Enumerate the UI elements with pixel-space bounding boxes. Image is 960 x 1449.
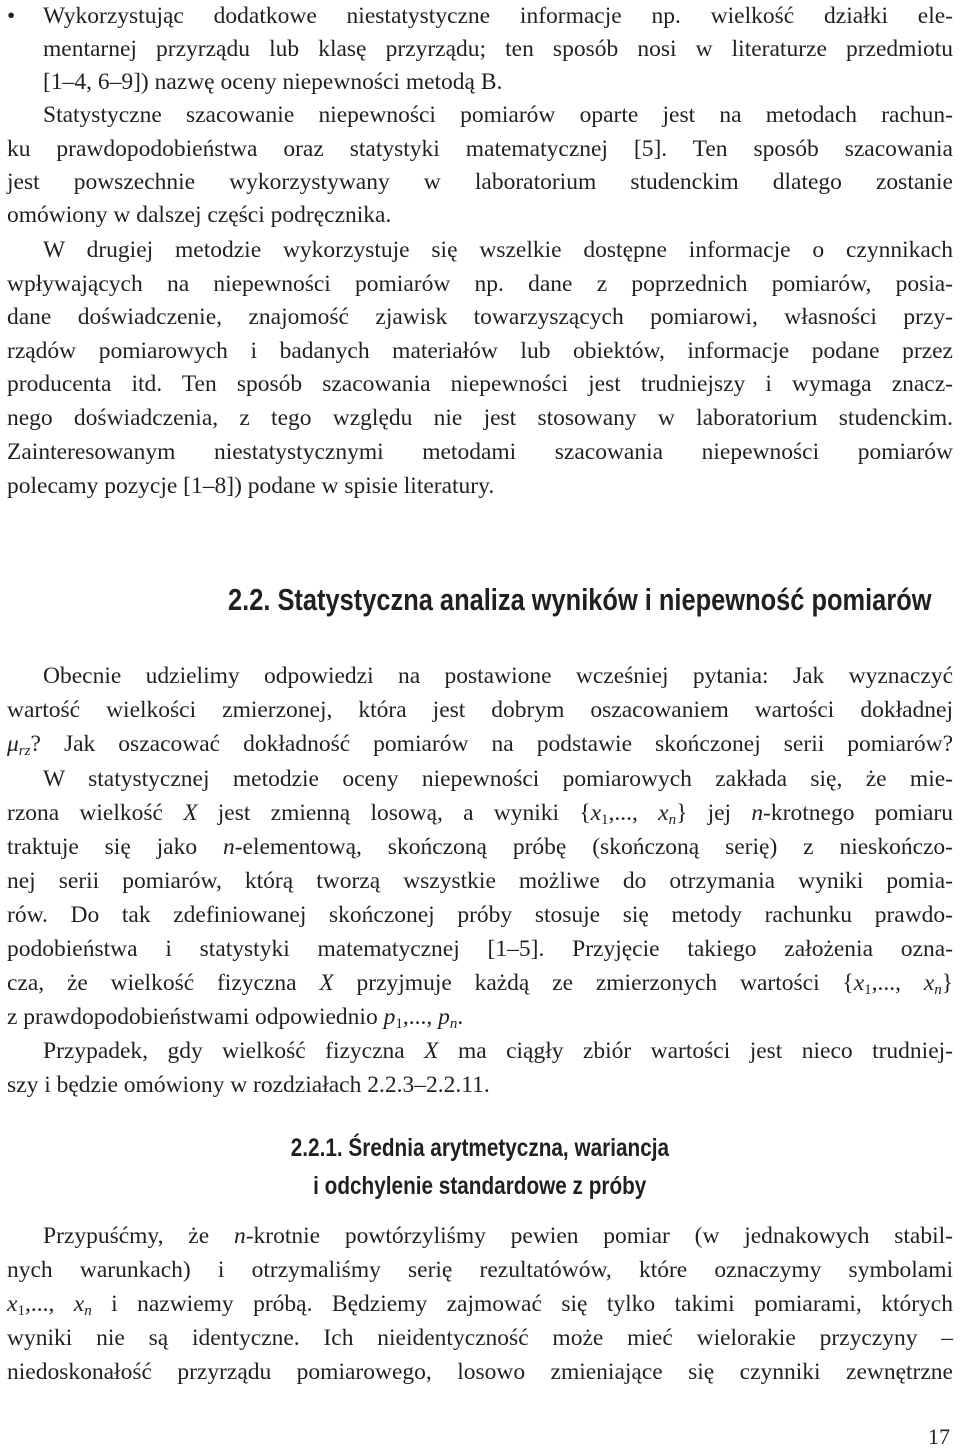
text-span: ma ciągły zbiór wartości jest nieco trudniej- <box>438 1038 953 1064</box>
text-line: W statystycznej metodzie oceny niepewności pomiarowych zakłada się, że mie- <box>43 766 953 792</box>
subscript: 1 <box>17 1303 25 1319</box>
text-line: dane doświadczenie, znajomość zjawisk towarzyszących pomiarowi, własności przy- <box>7 304 953 330</box>
text-line: nych warunkach) i otrzymaliśmy serię rezultatówów, które oznaczymy symbolami <box>7 1257 953 1283</box>
text-span: ,..., <box>402 1004 439 1030</box>
text-span: } jej <box>676 800 752 826</box>
subscript: n <box>934 982 942 998</box>
text-line <box>43 1220 953 1252</box>
text-line: Obecnie udzielimy odpowiedzi na postawione wcześniej pytania: Jak wyznaczyć <box>43 663 953 689</box>
page-number: 17 <box>928 1424 950 1449</box>
variable: x <box>658 800 669 826</box>
text-line: szy i będzie omówiony w rozdziałach 2.2.3–2.2.11. <box>7 1072 490 1098</box>
text-line <box>7 1288 953 1320</box>
text-line: niedoskonałość przyrządu pomiarowego, losowo zmieniające się czynniki zewnętrzne <box>7 1359 953 1385</box>
text-span: rzona wielkość <box>7 800 184 826</box>
text-line: wpływających na niepewności pomiarów np. dane z poprzednich pomiarów, posia- <box>7 271 953 297</box>
subscript: 1 <box>864 982 872 998</box>
text-line: jest powszechnie wykorzystywany w laboratorium studenckim dlatego zostanie <box>7 169 953 195</box>
text-line <box>7 797 953 829</box>
text-line: omówiony w dalszej części podręcznika. <box>7 202 392 228</box>
variable: x <box>7 1291 18 1317</box>
text-line <box>43 1035 953 1067</box>
text-line: W drugiej metodzie wykorzystuje się wszelkie dostępne informacje o czynnikach <box>43 237 953 263</box>
text-span: jest zmienną losową, a wyniki { <box>197 800 591 826</box>
variable: x <box>853 970 865 996</box>
text-span: traktuje się jako <box>7 834 223 860</box>
heading-text: i odchylenie standardowe z próby <box>313 1172 647 1200</box>
variable: n <box>233 1223 246 1249</box>
text-span: -elementową, skończoną próbę (skończoną serię) z nieskończo- <box>234 834 954 860</box>
subsection-heading-line-1 <box>0 1130 960 1166</box>
bullet-marker: • <box>7 3 16 29</box>
text-line <box>7 1001 953 1033</box>
heading-text: 2.2.1. Średnia arytmetyczna, wariancja <box>290 1134 670 1162</box>
text-span: ,..., <box>871 970 924 996</box>
text-span: przyjmuje każdą ze zmierzonych wartości { <box>333 970 854 996</box>
subscript: rz <box>18 743 31 759</box>
text-span: -krotnie powtórzyliśmy pewien pomiar (w jednakowych stabil- <box>245 1223 953 1249</box>
subscript: 1 <box>395 1016 403 1032</box>
subsection-heading-line-2 <box>0 1168 960 1204</box>
text-line <box>7 831 953 863</box>
variable: p <box>383 1004 396 1030</box>
text-line: [1–4, 6–9]) nazwę oceny niepewności metodą B. <box>43 69 503 95</box>
variable: X <box>424 1038 439 1064</box>
text-line: polecamy pozycje [1–8]) podane w spisie literatury. <box>7 473 495 499</box>
text-span: } <box>941 970 954 996</box>
text-span: cza, że wielkość fizyczna <box>7 970 320 996</box>
variable: x <box>923 970 935 996</box>
text-span: ,..., <box>608 800 659 826</box>
text-line: Zainteresowanym niestatystycznymi metodami szacowania niepewności pomiarów <box>7 439 953 465</box>
text-line: rów. Do tak zdefiniowanej skończonej próby stosuje się metody rachunku prawdo- <box>7 902 953 928</box>
text-line: Wykorzystując dodatkowe niestatystyczne informacje np. wielkość działki ele- <box>43 3 953 29</box>
text-line: nego doświadczenia, z tego względu nie jest stosowany w laboratorium studenckim. <box>7 405 953 431</box>
variable: x <box>73 1291 85 1317</box>
mu-symbol: μ <box>7 731 19 757</box>
variable: X <box>319 970 334 996</box>
text-line: nej serii pomiarów, którą tworzą wszystkie możliwe do otrzymania wyniki pomia- <box>7 868 953 894</box>
text-line: wartość wielkości zmierzonej, która jest dobrym oszacowaniem wartości dokładnej <box>7 697 953 723</box>
text-span: ,..., <box>24 1291 74 1317</box>
variable: n <box>751 800 764 826</box>
text-span: Przypadek, gdy wielkość fizyczna <box>43 1038 425 1064</box>
section-heading: 2.2. Statystyczna analiza wyników i niepewność pomiarów <box>228 582 932 617</box>
text-line: Statystyczne szacowanie niepewności pomiarów oparte jest na metodach rachun- <box>43 102 953 128</box>
text-span: -krotnego pomiaru <box>763 800 953 826</box>
subscript: n <box>84 1303 92 1319</box>
variable: p <box>438 1004 450 1030</box>
text-line: producenta itd. Ten sposób szacowania niepewności jest trudniejszy i wymaga znacz- <box>7 371 953 397</box>
subscript: 1 <box>601 812 609 828</box>
text-span: i nazwiemy próbą. Będziemy zajmować się tylko takimi pomiarami, których <box>91 1291 953 1317</box>
subscript: n <box>668 812 677 828</box>
text-span: ? Jak oszacować dokładność pomiarów na podstawie skończonej serii pomiarów? <box>30 731 953 757</box>
text-line: podobieństwa i statystyki matematycznej [1–5]. Przyjęcie takiego założenia ozna- <box>7 936 953 962</box>
text-span: Przypuśćmy, że <box>43 1223 234 1249</box>
text-line: rządów pomiarowych i badanych materiałów lub obiektów, informacje podane przez <box>7 338 953 364</box>
variable: X <box>183 800 198 826</box>
text-line: wyniki nie są identyczne. Ich nieidentyczność może mieć wielorakie przyczyny – <box>7 1325 953 1351</box>
variable: x <box>590 800 602 826</box>
variable: n <box>222 834 235 860</box>
subscript: n <box>449 1016 458 1032</box>
text-line: ku prawdopodobieństwa oraz statystyki matematycznej [5]. Ten sposób szacowania <box>7 136 953 162</box>
text-line: mentarnej przyrządu lub klasę przyrządu; ten sposób nosi w literaturze przedmiotu <box>43 36 953 62</box>
text-line <box>7 728 953 760</box>
text-span: . <box>457 1004 464 1030</box>
text-line <box>7 967 953 999</box>
text-span: z prawdopodobieństwami odpowiednio <box>7 1004 384 1030</box>
